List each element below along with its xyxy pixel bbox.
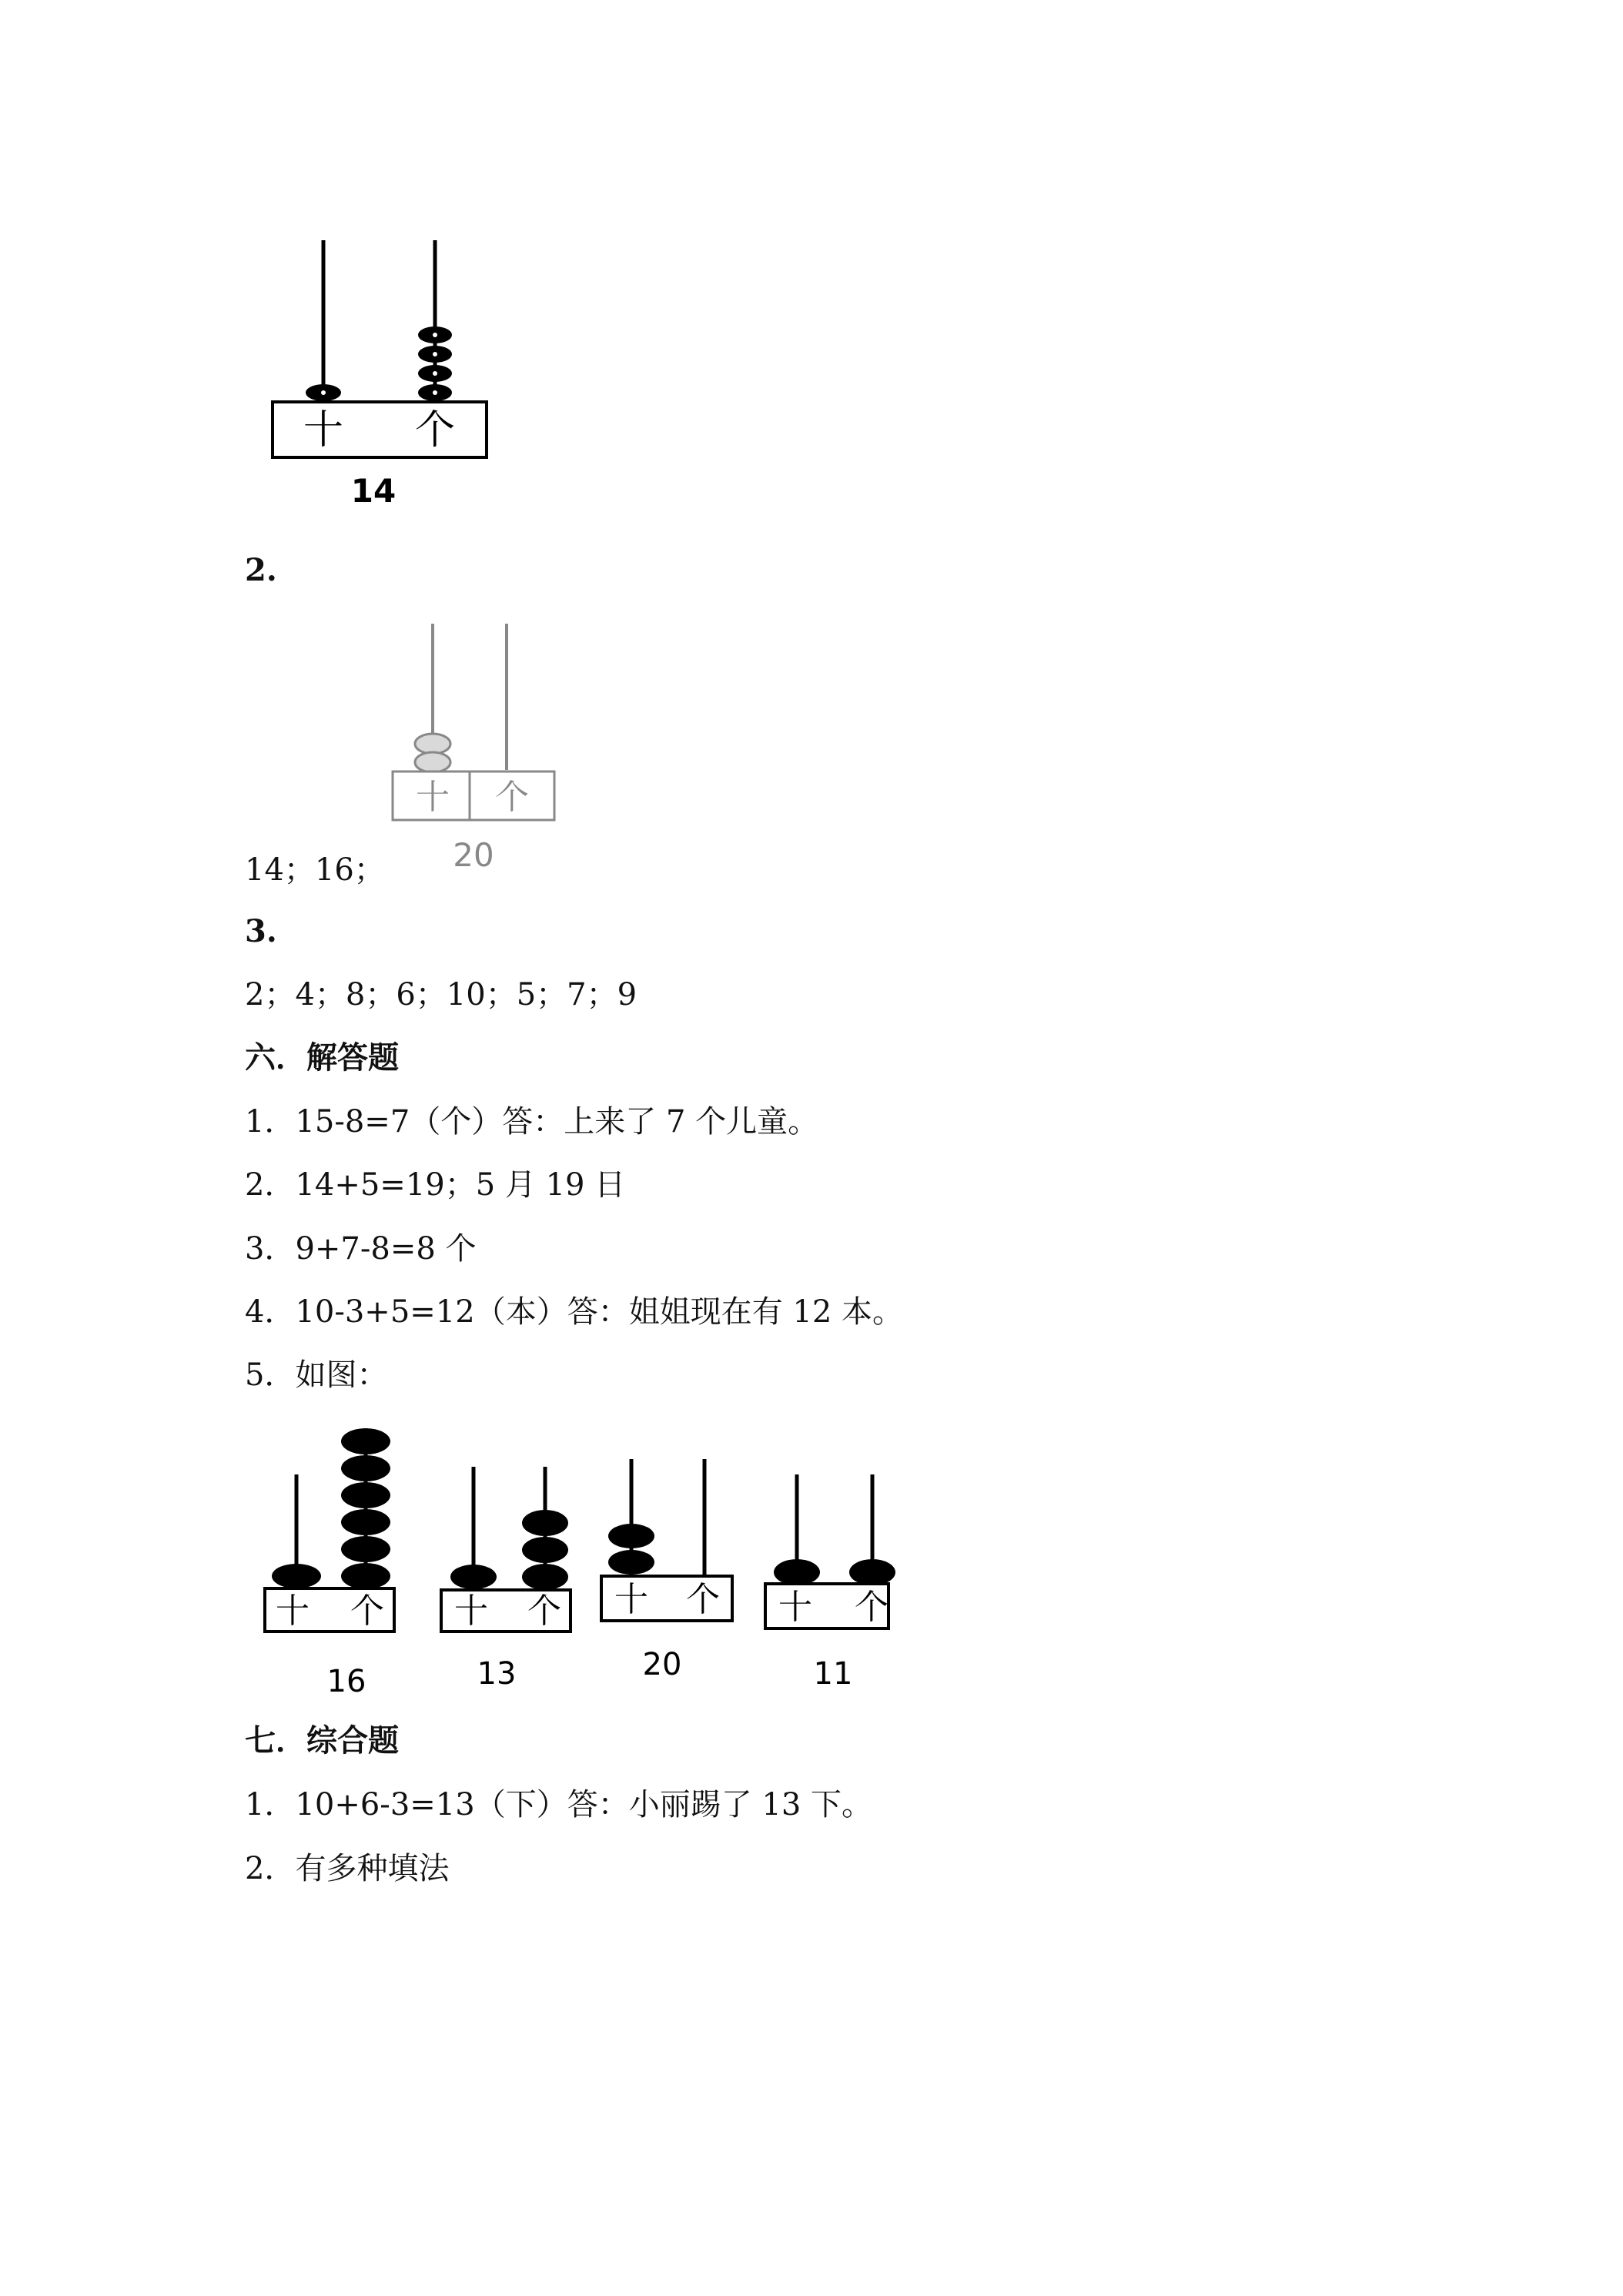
tens-label: 十 [276,1591,310,1631]
tens-beads [306,384,341,401]
tens-beads [272,1564,321,1588]
abacus-20 [597,1451,751,1698]
question-number-2: 2. [245,552,277,588]
tens-label: 十 [454,1591,488,1631]
bead [522,1537,568,1563]
section-6-title: 六．解答题 [245,1039,399,1076]
tens-beads [450,1565,497,1589]
abacus-16 [254,1417,416,1709]
abacus-11 [762,1467,909,1705]
section-7-title: 七．综合题 [245,1722,399,1759]
bead [522,1564,568,1590]
section-6-item-4: 4．10-3+5=12（本）答：姐姐现在有 12 本。 [245,1294,904,1330]
section-6-item-2: 2．14+5=19；5 月 19 日 [245,1167,626,1203]
question-number-3: 3. [245,913,277,949]
tens-label: 十 [778,1588,812,1627]
bead [341,1455,390,1481]
bead [774,1559,820,1585]
section-7-item-2: 2．有多种填法 [245,1851,450,1886]
tens-beads [415,734,450,772]
bead [341,1509,390,1535]
section-6-item-5: 5．如图： [245,1357,388,1393]
section-7-item-1: 1．10+6-3=13（下）答：小丽踢了 13 下。 [245,1787,873,1822]
bead [849,1559,895,1585]
abacus-caption: 11 [813,1656,853,1692]
bead [341,1536,390,1562]
ones-label: 个 [350,1591,384,1631]
tens-label: 十 [303,407,344,454]
ones-label: 个 [414,407,456,454]
ones-label: 个 [855,1588,888,1627]
abacus-caption: 16 [326,1664,366,1699]
bead [450,1565,497,1589]
bead [341,1482,390,1508]
abacus-caption: 20 [642,1647,682,1682]
bead [522,1510,568,1536]
abacus-caption: 13 [477,1656,517,1692]
abacus-14 [262,231,516,524]
bead [272,1564,321,1588]
bead [341,1563,390,1589]
ones-label: 个 [527,1591,561,1631]
abacus-13 [435,1459,589,1705]
ones-beads [522,1510,568,1590]
tens-label: 十 [416,778,450,817]
bead [341,1428,390,1454]
abacus-caption: 14 [350,472,397,510]
bead [415,752,450,772]
bead [608,1524,654,1548]
bead [415,734,450,754]
ones-label: 个 [686,1580,720,1619]
q2-answer: 14；16； [245,852,385,888]
tens-label: 十 [614,1580,648,1619]
tens-beads [774,1559,820,1585]
section-6-item-1: 1．15-8=7（个）答：上来了 7 个儿童。 [245,1104,819,1140]
q3-answer: 2；4；8；6；10；5；7；9 [245,977,637,1012]
ones-label: 个 [495,778,529,817]
abacus-caption: 20 [453,836,494,874]
abacus-20-grey [385,616,570,885]
section-6-item-3: 3．9+7-8=8 个 [245,1231,477,1267]
ones-beads [849,1559,895,1585]
bead [608,1550,654,1575]
